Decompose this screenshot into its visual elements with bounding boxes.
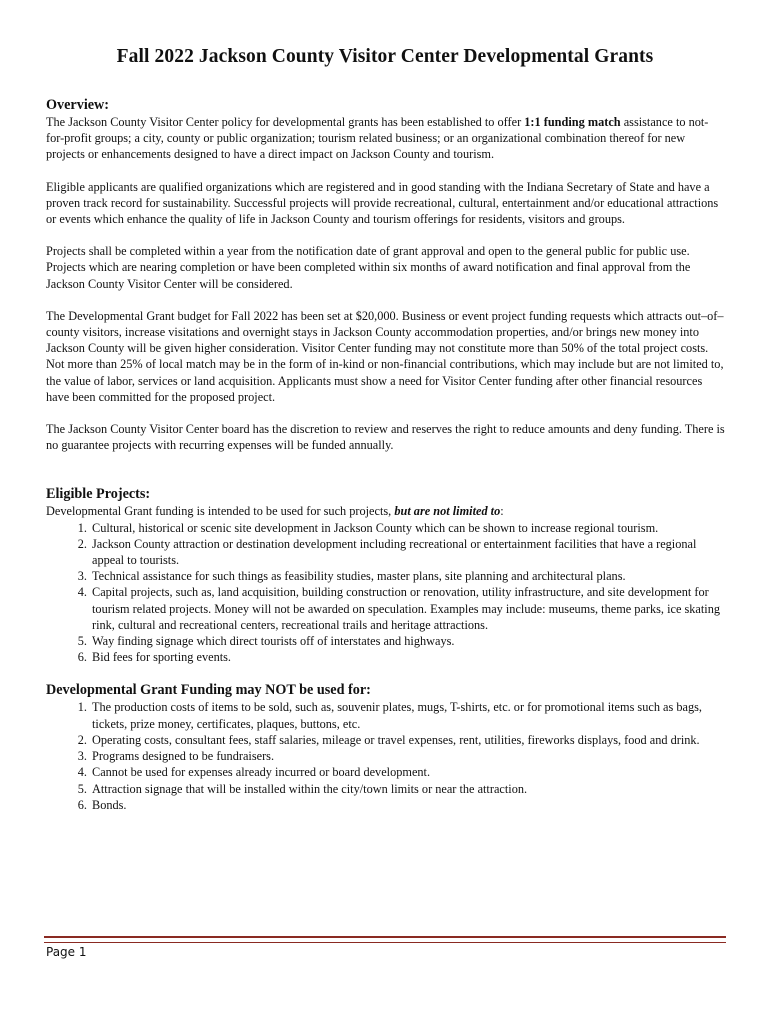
section-spacer: [46, 665, 726, 681]
document-body: [46, 96, 726, 813]
eligible-projects-intro: [46, 503, 726, 519]
overview-paragraph-1: [46, 114, 726, 163]
eligible-intro-colon: :: [500, 504, 504, 519]
overview-p1-text-a: The Jackson County Visitor Center policy for developmental grants has been established to offer: [46, 115, 525, 129]
list-item: 2. Operating costs, consultant fees, staff salaries, mileage or travel expenses, rent, utilities, fireworks displays, food and drink.: [90, 732, 726, 748]
section-spacer: [46, 469, 726, 485]
not-used-heading: Developmental Grant Funding may NOT be used for:: [46, 682, 371, 699]
overview-section: [46, 96, 726, 453]
list-item: 4. Capital projects, such as, land acquisition, building construction or renovation, utility infrastructure, and site development for tourism related projects. Money will not be awarded on speculation. Examples may include: museums, theme parks, ice skating rink, cultural and recreational centers, recreational trails and heritage attractions.: [90, 584, 726, 633]
footer-divider: [44, 936, 726, 943]
page-number: Page 1: [46, 945, 87, 959]
list-item: 1. Cultural, historical or scenic site development in Jackson County which can be shown to increase regional tourism.: [90, 520, 726, 536]
eligible-projects-list: [46, 520, 726, 666]
not-used-list: [46, 699, 726, 812]
list-item: 5. Attraction signage that will be installed within the city/town limits or near the attraction.: [90, 781, 726, 797]
list-item: 5. Way finding signage which direct tourists off of interstates and highways.: [90, 633, 726, 649]
document-title: Fall 2022 Jackson County Visitor Center Developmental Grants: [116, 46, 654, 67]
overview-paragraph-2: Eligible applicants are qualified organizations which are registered and in good standing with the Indiana Secretary of State and have a proven track record for sustainability. Successful projects will provide recreational, cultural, entertainment and/or educational attractions or events which enhance the quality of life in Jackson County and tourism offerings for residents, visitors and groups.: [46, 179, 719, 227]
not-used-section: [46, 681, 726, 812]
eligible-intro-text: Developmental Grant funding is intended to be used for such projects,: [46, 504, 395, 519]
list-item: 6. Bonds.: [90, 797, 726, 813]
list-item: 4. Cannot be used for expenses already incurred or board development.: [90, 764, 726, 780]
overview-paragraph-3: Projects shall be completed within a year from the notification date of grant approval and open to the general public for public use. Projects which are nearing completion or have been completed within six months of award notification and final approval from the Jackson County Visitor Center will be considered.: [46, 244, 691, 291]
overview-heading: Overview:: [46, 97, 110, 113]
list-item: 1. The production costs of items to be sold, such as, souvenir plates, mugs, T-shirts, etc. or for promotional items such as bags, tickets, prize money, certificates, plaques, buttons, etc.: [90, 699, 726, 731]
overview-paragraph-4: The Developmental Grant budget for Fall 2022 has been set at $20,000. Business or event project funding requests which attracts out–of–county visitors, increase visitations and overnight stays in Jackson County accommodation properties, and/or brings new money into Jackson County will be given higher consideration. Visitor Center funding may not constitute more than 50% of the total project costs. Not more than 25% of local match may be in the form of in-kind or non-financial contributions, which may include but are not limited to, the value of labor, services or land acquisition. Applicants must show a need for Visitor Center funding after other financial resources have been committed for the proposed project.: [46, 308, 724, 404]
list-item: 2. Jackson County attraction or destination development including recreational or entertainment facilities that have a regional appeal to tourists.: [90, 536, 726, 568]
list-item: 6. Bid fees for sporting events.: [90, 649, 726, 665]
overview-p1-text-b: assistance to not-for-profit groups; a city, county or public organization; tourism related business; or an organizational combination thereof for new projects or enhancements designed to have a direct impact on Jackson County and tourism.: [46, 115, 709, 162]
not-limited-emphasis: but are not limited to: [394, 504, 501, 519]
list-item: 3. Technical assistance for such things as feasibility studies, master plans, site planning and architectural plans.: [90, 568, 726, 584]
eligible-projects-section: [46, 485, 726, 665]
eligible-projects-heading: Eligible Projects:: [46, 486, 151, 503]
funding-match-emphasis: 1:1 funding match: [524, 115, 621, 129]
overview-paragraph-5: The Jackson County Visitor Center board has the discretion to review and reserves the right to reduce amounts and deny funding. There is no guarantee projects with recurring expenses will be funded annually.: [46, 422, 725, 453]
list-item: 3. Programs designed to be fundraisers.: [90, 748, 726, 764]
